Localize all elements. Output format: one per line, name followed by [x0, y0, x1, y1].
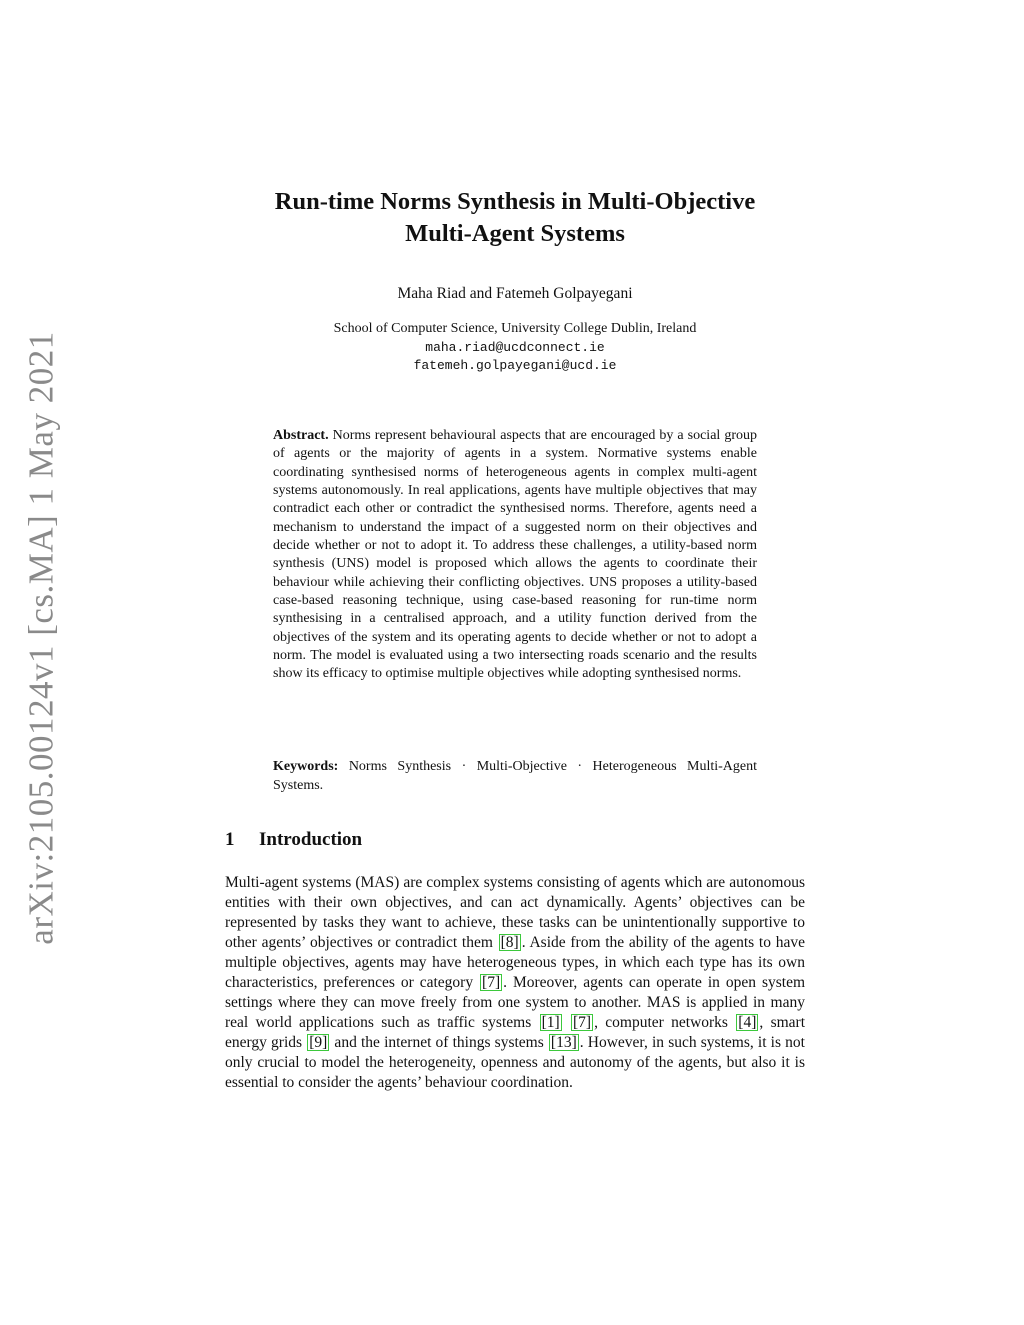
abstract-block — [273, 427, 757, 684]
section-number: 1 — [225, 829, 235, 850]
author-email[interactable]: fatemeh.golpayegani@ucd.ie — [413, 358, 617, 373]
affiliation-text: School of Computer Science, University College Dublin, Ireland — [333, 321, 697, 336]
keywords-text: Norms Synthesis · Multi-Objective · Heterogeneous Multi-Agent Systems. — [273, 759, 757, 793]
abstract-label: Abstract. — [273, 428, 329, 443]
keywords-label: Keywords: — [273, 759, 339, 774]
citation-link[interactable]: [9] — [309, 1034, 328, 1051]
section-heading — [225, 829, 362, 851]
citation-link[interactable]: [1] — [541, 1014, 560, 1031]
intro-text: and the internet of things systems — [330, 1034, 548, 1051]
title-line: Run-time Norms Synthesis in Multi-Objective — [274, 188, 756, 215]
intro-text: , smart energy grids — [225, 1014, 805, 1051]
intro-text: . However, in such systems, it is not only crucial to model the heterogeneity, openness and autonomy of the agents, but also it is essential to consider the agents’ behaviour coordination. — [225, 1034, 805, 1091]
intro-text: , computer networks — [594, 1014, 736, 1031]
author-list: Maha Riad and Fatemeh Golpayegani — [397, 285, 633, 302]
citation-link[interactable]: [8] — [500, 934, 519, 951]
intro-text: . Aside from the ability of the agents to have multiple objectives, agents may have heterogeneous types, in which each type has its own characteristics, preferences or category — [225, 934, 805, 991]
affiliation-block — [200, 320, 830, 376]
paper-title — [200, 186, 830, 250]
citation-link[interactable]: [7] — [572, 1014, 592, 1031]
intro-paragraph — [225, 873, 805, 1093]
abstract-text: Norms represent behavioural aspects that are encouraged by a social group of agents or the majority of agents in a system. Normative systems enable coordinating synthesised norms of heterogeneous agents in complex multi-agent systems autonomously. In real applications, agents have multiple objectives that may contradict each other or contradict the synthesised norms. Therefore, agents need a mechanism to understand the impact of a suggested norm on their objectives and decide whether or not to adopt it. To address these challenges, a utility-based norm synthesis (UNS) model is proposed which allows the agents to coordinate their behaviour while achieving their conflicting objectives. UNS proposes a utility-based case-based reasoning technique, using case-based reasoning for run-time norm synthesising in a centralised approach, and a utility function derived from the objectives of the system and its operating agents to decide whether or not to adopt a norm. The model is evaluated using a two intersecting roads scenario and the results show its efficacy to optimise multiple objectives while adopting synthesised norms. — [273, 428, 757, 682]
section-title: Introduction — [259, 829, 363, 850]
citation-link[interactable]: [4] — [738, 1014, 757, 1031]
arxiv-stamp-text: arXiv:2105.00124v1 [cs.MA] 1 May 2021 — [22, 330, 61, 945]
citation-link[interactable]: [13] — [550, 1034, 577, 1051]
title-line: Multi-Agent Systems — [405, 220, 625, 247]
keywords-block — [273, 758, 757, 795]
intro-text — [563, 1014, 570, 1031]
intro-text: Multi-agent systems (MAS) are complex systems consisting of agents which are autonomous entities with their own objectives, and can act dynamically. Agents’ objectives can be represented by tasks they want to achieve, these tasks can be unintentionally supportive to other agents’ objectives or contradict them — [225, 874, 805, 951]
citation-link[interactable]: [7] — [482, 974, 501, 991]
author-email[interactable]: maha.riad@ucdconnect.ie — [425, 339, 605, 355]
arxiv-side-stamp — [22, 330, 62, 945]
intro-text: . Moreover, agents can operate in open system settings where they can move freely from one system to another. MAS is applied in many real world applications such as traffic systems — [225, 974, 806, 1031]
